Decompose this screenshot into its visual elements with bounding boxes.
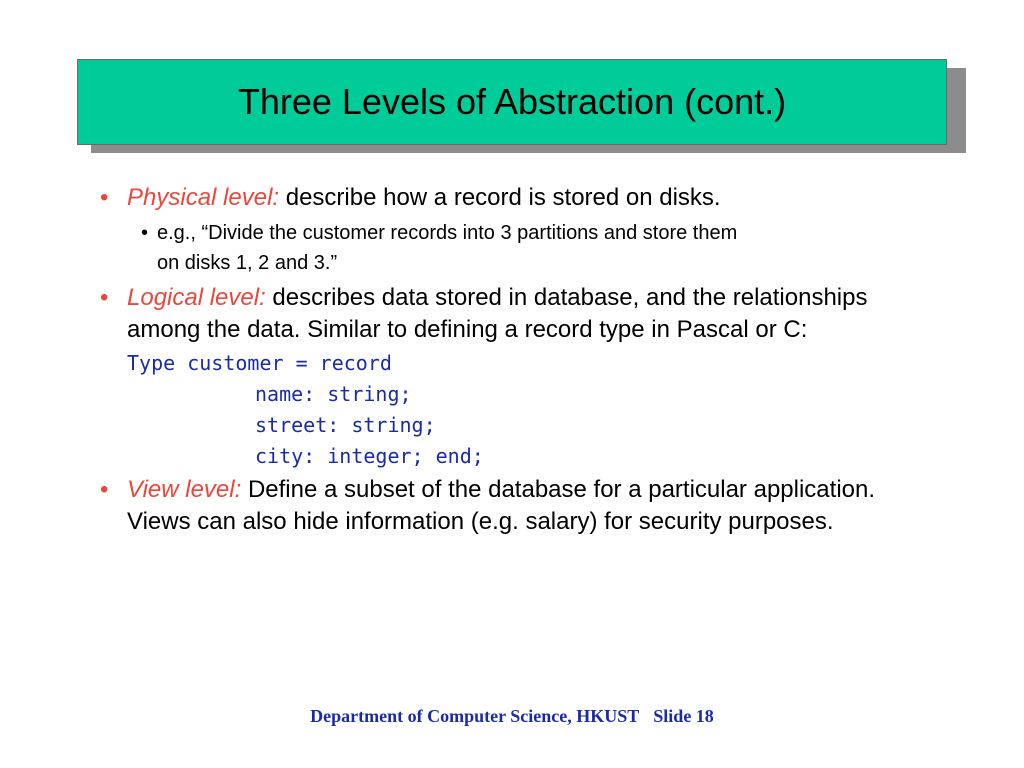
bullet-logical-level [100,282,920,346]
code-line-4: city: integer; end; [255,444,484,468]
code-line-2: name: string; [255,382,412,406]
title-box [77,59,947,145]
slide-title: Three Levels of Abstraction (cont.) [237,81,787,122]
view-level-term: View level: [127,476,242,503]
slide-body [100,182,920,538]
bullet-dot-icon: • [100,476,109,503]
bullet-view-level [100,474,920,538]
slide-footer [0,706,1024,727]
code-line-3: street: string; [255,413,436,437]
footer-slide-number: Slide 18 [653,706,714,726]
bullet-dot-icon: • [100,284,109,311]
footer-department: Department of Computer Science, HKUST [310,706,640,726]
bullet-dot-icon: • [100,184,109,211]
view-level-text: Define a subset of the database for a particular application. Views can also hide information (e.g. salary) for security purposes. [127,476,876,535]
physical-level-text: describe how a record is stored on disks. [279,184,721,211]
sub-bullet-line-1: e.g., “Divide the customer records into 3 partitions and store them [157,222,738,244]
sub-bullet-dot-icon: • [141,222,149,244]
sub-bullet-example [100,218,920,278]
logical-level-term: Logical level: [127,284,266,311]
bullet-physical-level [100,182,920,214]
code-block [100,348,920,472]
code-line-1: Type customer = record [127,351,392,375]
logical-level-text: describes data stored in database, and the relationships among the data. Similar to defining a record type in Pascal or C: [127,284,868,343]
physical-level-term: Physical level: [127,184,280,211]
sub-bullet-line-2: on disks 1, 2 and 3.” [157,252,338,274]
